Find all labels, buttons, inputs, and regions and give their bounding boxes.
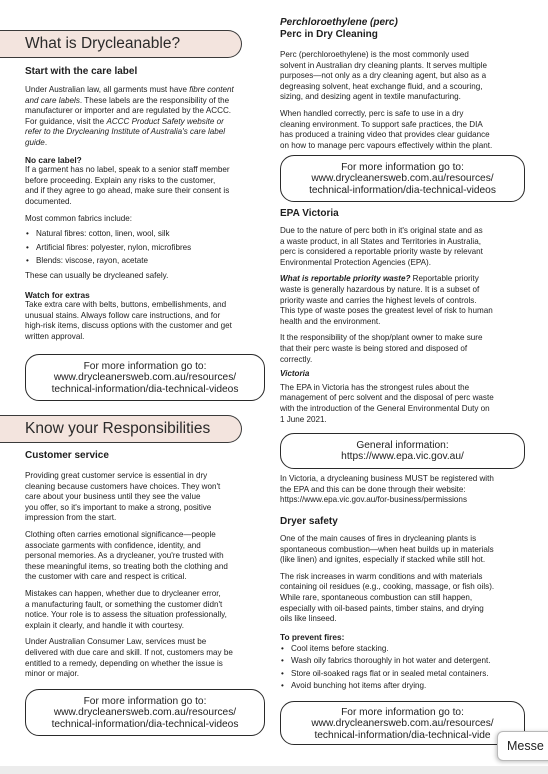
epa-paragraph-5 [280, 474, 542, 506]
service-paragraph-2 [25, 530, 265, 583]
text-line: purposes—not only as a dry cleaning agent, but also as a [280, 71, 487, 81]
callout-line: For more information go to: [83, 696, 207, 707]
prevent-list [280, 644, 542, 691]
text-line: perc is considered a reportable priority waste by relevant [280, 247, 483, 257]
text-line: solvent in Australian dry cleaning plants. It serves multiple [280, 60, 487, 70]
callout-link[interactable]: www.drycleanersweb.com.au/resources/ [53, 707, 237, 719]
dia-videos-callout-2[interactable] [25, 689, 265, 736]
prevent-heading: To prevent fires: [280, 631, 345, 642]
text-line: This type of waste poses the greatest level of risk to human [280, 306, 493, 316]
text-line: management of perc solvent and the disposal of perc waste [280, 393, 494, 403]
callout-link[interactable]: technical-information/dia-technical-videos [309, 184, 496, 196]
fabrics-note: These can usually be drycleaned safely. [25, 270, 169, 280]
text-line: oils like linseed. [280, 614, 337, 624]
page-bottom-edge [0, 766, 548, 774]
text-line: has produced a training video that provides clear guidance [280, 130, 490, 140]
dryer-heading: Dryer safety [280, 516, 338, 527]
text-line: written approval. [25, 331, 85, 341]
text-line: a manufacturing fault, or something the customer didn't [25, 599, 223, 609]
text-line: Environmental Protection Agencies (EPA). [280, 257, 432, 267]
list-item: • Blends: viscose, rayon, acetate [25, 256, 265, 267]
text-line: (like linen) and ignites, especially if stacked while still hot. [280, 555, 486, 565]
no-label-paragraph [25, 165, 265, 207]
text-line: correctly. [280, 354, 313, 364]
epa-permissions-link[interactable]: https://www.epa.vic.gov.au/for-business/permissions [280, 495, 467, 505]
dryer-paragraph-1 [280, 534, 542, 566]
text-line: spontaneous combustion—when heat builds up in materials [280, 544, 494, 554]
callout-link[interactable]: technical-information/dia-technical-videos [51, 718, 239, 730]
text-line: a waste product, in all States and Territories in Australia, [280, 236, 481, 246]
text-line: documented. [25, 196, 72, 206]
text-run: manufacturer or importer and are regulated by the ACCC. [25, 106, 232, 116]
text-run: fibre content [189, 85, 234, 94]
text-line: degreasing solvent, heat exchange fluid, and a scouring, [280, 81, 483, 91]
fabrics-intro: Most common fabrics include: [25, 213, 133, 223]
text-line: waste is generally hazardous by nature. It is a subset of [280, 284, 480, 294]
text-run: guide [25, 137, 45, 147]
epa-heading: EPA Victoria [280, 208, 339, 219]
customer-service-heading: Customer service [25, 450, 109, 461]
text-line: health and the environment. [280, 316, 381, 326]
text-line: Perc (perchloroethylene) is the most commonly used [280, 50, 469, 59]
perc-heading: Perc in Dry Cleaning [280, 29, 378, 40]
text-run: Under Australian law, all garments must have [25, 85, 190, 94]
text-line: the customer with care and respect is critical. [25, 572, 187, 582]
callout-line: General information: [356, 440, 449, 451]
callout-line: For more information go to: [83, 361, 207, 372]
customer-service-section [25, 450, 265, 680]
list-item: • Avoid bunching hot items after drying. [280, 681, 542, 692]
text-line: One of the main causes of fires in drycleaning plants is [280, 534, 477, 543]
callout-link[interactable]: www.drycleanersweb.com.au/resources/ [311, 173, 494, 185]
text-line: and if they agree to go ahead, make sure their consent is [25, 186, 230, 196]
text-line: impression from the start. [25, 513, 117, 523]
text-line: Clothing often carries emotional significance—people [25, 529, 216, 539]
text-run: and care labels [25, 95, 80, 105]
text-line: Under Australian Consumer Law, services must be [25, 637, 207, 647]
text-line: delivered with due care and skill. If not, customers may be [25, 647, 233, 657]
victoria-heading: Victoria [280, 369, 310, 379]
perc-heading-italic: Perchloroethylene (perc) [280, 17, 398, 28]
callout-link[interactable]: technical-information/dia-technical-videos [51, 383, 239, 395]
text-line: minor or major. [25, 669, 79, 679]
text-line: explain it clearly, and handle it with courtesy. [25, 620, 184, 630]
fabrics-list [25, 229, 265, 267]
text-line: that their perc waste is being stored and disposed of [280, 343, 468, 353]
text-run: . [44, 137, 48, 147]
care-label-heading: Start with the care label [25, 66, 138, 77]
text-line: unusual stains. Always follow care instructions, and for [25, 310, 221, 320]
responsibilities-title: Know your Responsibilities [25, 420, 211, 437]
epa-paragraph-4 [280, 383, 542, 425]
text-run: Reportable priority [410, 274, 479, 284]
text-line: on how to manage perc vapours effectively within the plant. [280, 140, 493, 150]
text-line: the EPA and this can be done through their website: [280, 484, 466, 494]
epa-section [280, 208, 542, 425]
text-run: ACCC Product Safety website or [106, 116, 224, 126]
drycleanable-title: What is Drycleanable? [25, 35, 181, 52]
text-run: What is reportable priority waste? [280, 274, 411, 284]
list-item: • Natural fibres: cotton, linen, wool, silk [25, 229, 265, 240]
callout-link[interactable]: technical-information/dia-technical-vide [314, 729, 491, 741]
epa-registration [280, 474, 542, 506]
list-item: • Wash oily fabrics thoroughly in hot water and detergent. [280, 656, 542, 667]
text-line: While rare, spontaneous combustion can still happen, [280, 592, 473, 602]
perc-paragraph-1 [280, 50, 542, 103]
perc-paragraph-2 [280, 109, 542, 151]
callout-link[interactable]: https://www.epa.vic.gov.au/ [341, 451, 464, 463]
callout-link[interactable]: www.drycleanersweb.com.au/resources/ [53, 372, 237, 384]
service-paragraph-3 [25, 589, 265, 631]
epa-paragraph-1 [280, 226, 542, 268]
care-label-paragraph [25, 85, 265, 149]
perc-callout[interactable] [280, 155, 525, 202]
dryer-paragraph-2 [280, 572, 542, 625]
no-label-heading: No care label? [25, 154, 82, 165]
text-line: before proceeding. Explain any risks to the customer, [25, 175, 216, 185]
text-line: priority waste and carries the highest levels of controls. [280, 295, 477, 305]
text-line: 1 June 2021. [280, 414, 327, 424]
dia-videos-callout[interactable] [25, 354, 265, 401]
text-line: Providing great customer service is essential in dry [25, 471, 208, 480]
text-line: cleaning because customers have choices. They won't [25, 481, 221, 491]
text-line: personal memories. As a drycleaner, you're trusted with [25, 551, 224, 561]
extras-heading: Watch for extras [25, 289, 90, 300]
service-paragraph-4 [25, 637, 265, 679]
epa-paragraph-2 [280, 274, 542, 327]
text-line: notice. Your role is to assess the situation professionally, [25, 610, 227, 620]
text-line: Mistakes can happen, whether due to drycleaner error, [25, 588, 221, 598]
text-line: cleaning environment. To support safe practices, the DIA [280, 119, 483, 129]
dryer-section [280, 516, 542, 691]
epa-paragraph-3 [280, 333, 542, 365]
text-run: refer to the Drycleaning Institute of Australia's care label [25, 127, 226, 137]
text-line: In Victoria, a drycleaning business MUST be registered with [280, 474, 494, 483]
text-line: The risk increases in warm conditions and with materials [280, 571, 483, 581]
text-line: care about your business until they see the value [25, 492, 201, 502]
epa-callout[interactable] [280, 433, 525, 469]
dryer-callout[interactable] [280, 701, 525, 745]
text-line: these meaningful items, so treating both the clothing and [25, 561, 228, 571]
text-line: Due to the nature of perc both in it's original state and as [280, 226, 483, 235]
text-line: containing oil residues (e.g., cooking, massage, or fish oils). [280, 582, 495, 592]
extras-paragraph [25, 300, 265, 342]
text-line: high-risk items, discuss options with the customer and get [25, 321, 232, 331]
callout-line: For more information go to: [341, 707, 464, 718]
text-line: sizing, and desizing agent in textile manufacturing. [280, 92, 461, 102]
messenger-label: Messe [507, 739, 544, 753]
list-item: • Cool items before stacking. [280, 644, 542, 655]
callout-link[interactable]: www.drycleanersweb.com.au/resources/ [311, 718, 494, 730]
text-line: associate garments with confidence, identity, and [25, 540, 201, 550]
text-line: with the introduction of the General Environmental Duty on [280, 403, 490, 413]
perc-section [280, 17, 542, 151]
service-paragraph-1 [25, 471, 265, 524]
drycleanable-banner [0, 30, 242, 58]
responsibilities-banner [0, 415, 242, 443]
messenger-widget-button[interactable] [497, 731, 548, 761]
callout-line: For more information go to: [341, 162, 464, 173]
list-item: • Store oil-soaked rags flat or in sealed metal containers. [280, 669, 542, 680]
text-line: you offer, so it's important to make a strong, positive [25, 502, 212, 512]
text-line: Take extra care with belts, buttons, embellishments, and [25, 300, 227, 310]
text-line: The EPA in Victoria has the strongest rules about the [280, 382, 470, 392]
text-run: . These labels are the responsibility of the [79, 95, 230, 105]
text-line: If a garment has no label, speak to a senior staff member [25, 165, 230, 175]
list-item: • Artificial fibres: polyester, nylon, microfibres [25, 243, 265, 254]
text-line: entitled to a remedy, depending on whether the issue is [25, 658, 223, 668]
text-line: It the responsibility of the shop/plant owner to make sure [280, 333, 483, 343]
text-line: When handled correctly, perc is safe to use in a dry [280, 108, 464, 118]
care-label-section [25, 66, 265, 342]
text-line: especially with oil-based paints, timber stains, and drying [280, 603, 484, 613]
text-run: For guidance, visit the [25, 116, 107, 126]
